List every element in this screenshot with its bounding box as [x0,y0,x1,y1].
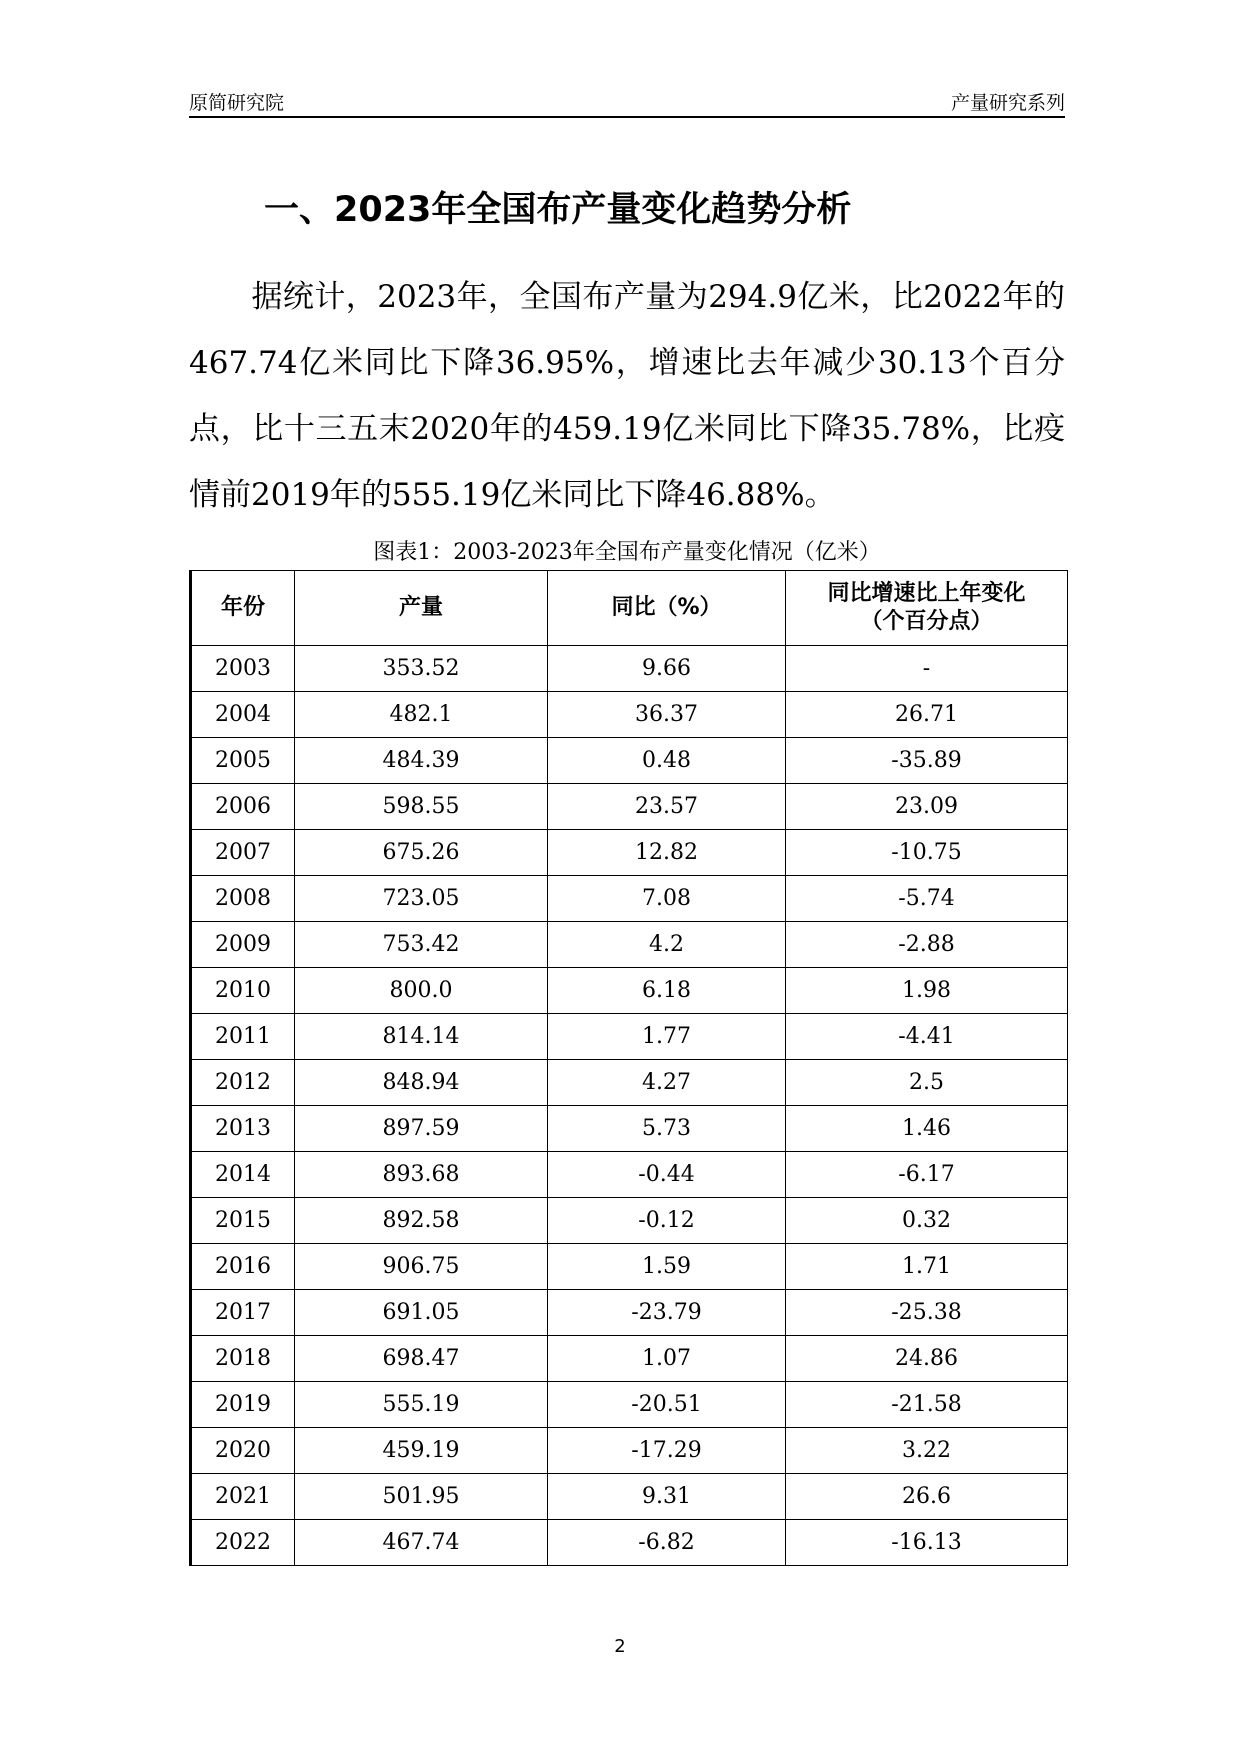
cell-yoy: 1.07 [548,1336,786,1382]
cell-year: 2016 [191,1244,295,1290]
cell-yoy: -0.44 [548,1152,786,1198]
cell-growth-change: 1.98 [786,968,1068,1014]
cell-growth-change: -35.89 [786,738,1068,784]
table-row [191,830,1068,876]
cell-yoy: 1.59 [548,1244,786,1290]
cell-growth-change: -2.88 [786,922,1068,968]
cell-year: 2003 [191,646,295,692]
table-caption: 图表1：2003-2023年全国布产量变化情况（亿米） [373,540,881,565]
cell-year: 2005 [191,738,295,784]
cell-output: 893.68 [295,1152,548,1198]
cell-yoy: -23.79 [548,1290,786,1336]
table-body [191,646,1068,1566]
cell-growth-change: 26.6 [786,1474,1068,1520]
cell-growth-change: 23.09 [786,784,1068,830]
cell-growth-change: -25.38 [786,1290,1068,1336]
cell-output: 906.75 [295,1244,548,1290]
cell-yoy: 7.08 [548,876,786,922]
cell-output: 482.1 [295,692,548,738]
table-row [191,968,1068,1014]
cell-yoy: 4.27 [548,1060,786,1106]
cell-output: 459.19 [295,1428,548,1474]
cell-year: 2018 [191,1336,295,1382]
cell-output: 467.74 [295,1520,548,1566]
page-number: 2 [614,1636,626,1657]
cell-yoy: 12.82 [548,830,786,876]
page-header [189,86,1065,118]
table-row [191,1198,1068,1244]
cell-growth-change: 1.71 [786,1244,1068,1290]
cell-yoy: -0.12 [548,1198,786,1244]
cell-year: 2019 [191,1382,295,1428]
cell-output: 555.19 [295,1382,548,1428]
cell-growth-change: - [786,646,1068,692]
cell-output: 753.42 [295,922,548,968]
cell-year: 2008 [191,876,295,922]
cell-year: 2011 [191,1014,295,1060]
cell-output: 897.59 [295,1106,548,1152]
cell-yoy: 0.48 [548,738,786,784]
cell-growth-change: 3.22 [786,1428,1068,1474]
table-row [191,738,1068,784]
cell-year: 2014 [191,1152,295,1198]
cell-yoy: -20.51 [548,1382,786,1428]
section-title: 一、2023年全国布产量变化趋势分析 [264,190,852,230]
table-row [191,922,1068,968]
cell-yoy: 1.77 [548,1014,786,1060]
cell-year: 2010 [191,968,295,1014]
table-row [191,1336,1068,1382]
table-row [191,1106,1068,1152]
cell-year: 2004 [191,692,295,738]
cell-output: 800.0 [295,968,548,1014]
cell-growth-change: -16.13 [786,1520,1068,1566]
table-row [191,1290,1068,1336]
cell-growth-change: -5.74 [786,876,1068,922]
table-row [191,1152,1068,1198]
cell-output: 691.05 [295,1290,548,1336]
cell-year: 2009 [191,922,295,968]
cell-output: 698.47 [295,1336,548,1382]
table-row [191,1474,1068,1520]
header-org-name: 原简研究院 [189,92,285,114]
cell-yoy: 9.31 [548,1474,786,1520]
table-row [191,1014,1068,1060]
cell-growth-change: 2.5 [786,1060,1068,1106]
production-table [189,570,1068,1566]
cell-year: 2015 [191,1198,295,1244]
cell-yoy: 6.18 [548,968,786,1014]
cell-output: 814.14 [295,1014,548,1060]
cell-year: 2020 [191,1428,295,1474]
cell-output: 501.95 [295,1474,548,1520]
column-header-year: 年份 [191,571,295,646]
cell-yoy: 5.73 [548,1106,786,1152]
table-row [191,1428,1068,1474]
column-header-growth-change-text: 同比增速比上年变化（个百分点） [827,581,1026,634]
cell-year: 2013 [191,1106,295,1152]
column-header-output: 产量 [295,571,548,646]
table-row [191,876,1068,922]
cell-growth-change: -6.17 [786,1152,1068,1198]
cell-growth-change: -4.41 [786,1014,1068,1060]
table-header-row [191,571,1068,646]
cell-growth-change: 26.71 [786,692,1068,738]
cell-growth-change: 1.46 [786,1106,1068,1152]
header-series-name: 产量研究系列 [950,92,1065,114]
cell-growth-change: -21.58 [786,1382,1068,1428]
cell-yoy: 4.2 [548,922,786,968]
cell-year: 2021 [191,1474,295,1520]
cell-year: 2022 [191,1520,295,1566]
cell-yoy: -6.82 [548,1520,786,1566]
cell-year: 2017 [191,1290,295,1336]
table-row [191,784,1068,830]
column-header-growth-change [786,571,1068,646]
body-paragraph [189,264,1065,528]
column-header-yoy: 同比（%） [548,571,786,646]
paragraph-text: 据统计，2023年，全国布产量为294.9亿米，比2022年的467.74亿米同比下降36.95%，增速比去年减少30.13个百分点，比十三五末2020年的459.19亿米同比下降35.78%，比疫情前2019年的555.19亿米同比下降46.88%。 [189,279,1065,513]
cell-yoy: 9.66 [548,646,786,692]
table-row [191,1520,1068,1566]
cell-output: 723.05 [295,876,548,922]
cell-output: 484.39 [295,738,548,784]
cell-yoy: 23.57 [548,784,786,830]
cell-yoy: 36.37 [548,692,786,738]
table-row [191,1382,1068,1428]
cell-output: 848.94 [295,1060,548,1106]
cell-year: 2006 [191,784,295,830]
table-row [191,1060,1068,1106]
cell-output: 675.26 [295,830,548,876]
table-row [191,692,1068,738]
cell-growth-change: 0.32 [786,1198,1068,1244]
cell-year: 2007 [191,830,295,876]
cell-output: 598.55 [295,784,548,830]
cell-output: 892.58 [295,1198,548,1244]
cell-yoy: -17.29 [548,1428,786,1474]
cell-growth-change: -10.75 [786,830,1068,876]
table-row [191,646,1068,692]
cell-year: 2012 [191,1060,295,1106]
cell-output: 353.52 [295,646,548,692]
cell-growth-change: 24.86 [786,1336,1068,1382]
table-row [191,1244,1068,1290]
